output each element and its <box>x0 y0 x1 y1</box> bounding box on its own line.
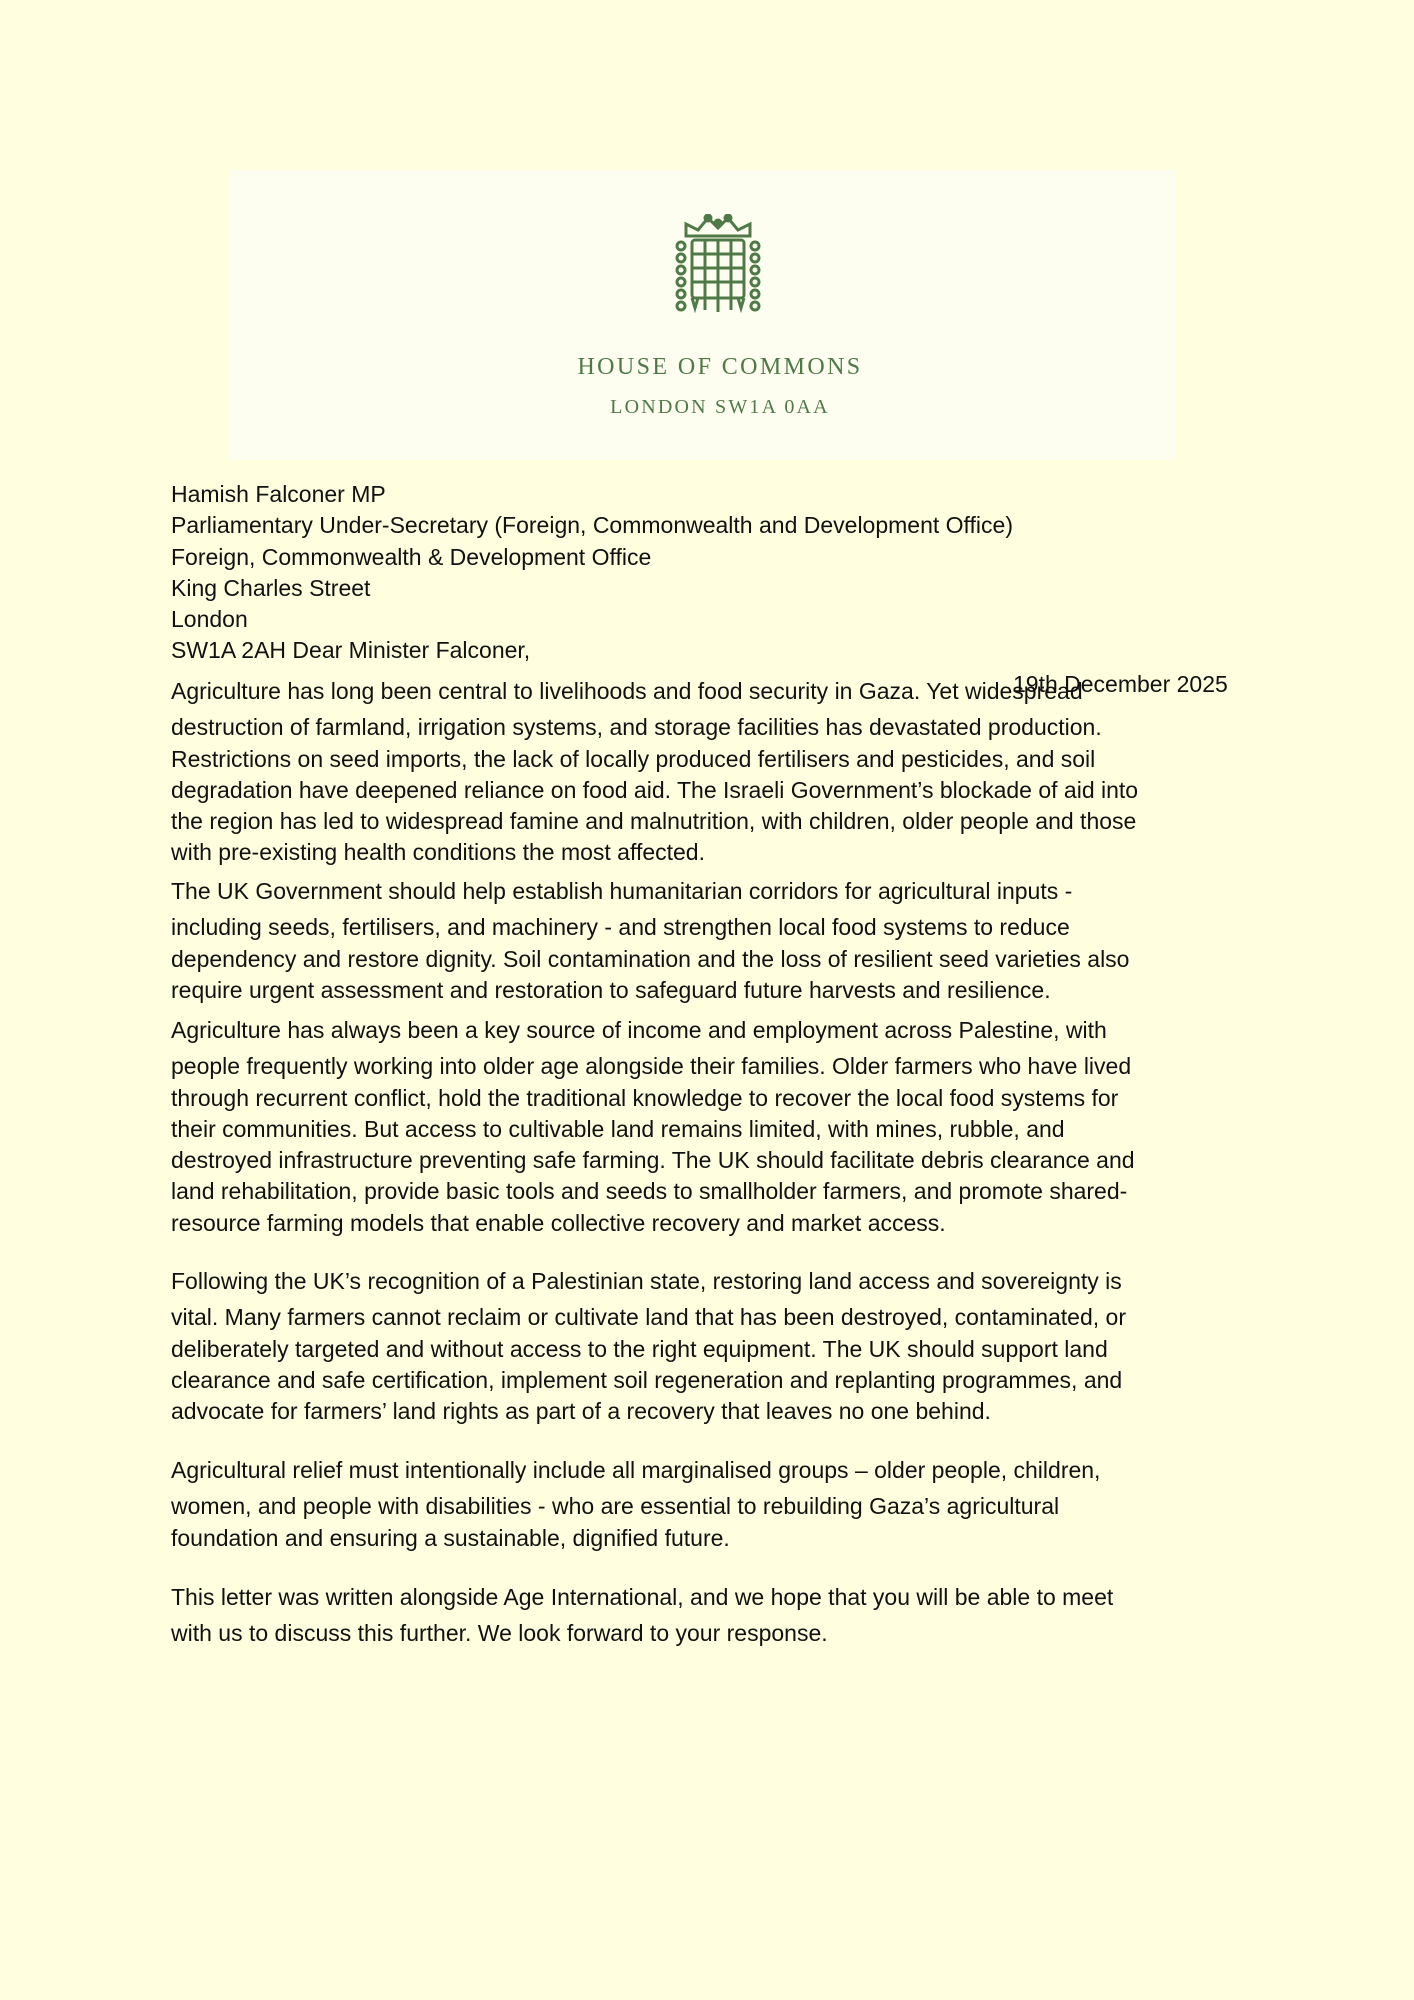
recipient-line: Parliamentary Under-Secretary (Foreign, Commonwealth and Development Office) <box>171 512 1013 539</box>
paragraph-6 <box>171 1582 1261 1650</box>
recipient-line: SW1A 2AH Dear Minister Falconer, <box>171 637 531 664</box>
paragraph-line: through recurrent conflict, hold the traditional knowledge to recover the local food systems for <box>171 1084 1119 1111</box>
paragraph-line: This letter was written alongside Age International, and we hope that you will be able to meet <box>171 1584 1114 1610</box>
paragraph-line: deliberately targeted and without access to the right equipment. The UK should support land <box>171 1335 1108 1362</box>
paragraph-1 <box>171 676 1261 869</box>
paragraph-line: destroyed infrastructure preventing safe farming. The UK should facilitate debris clearance and <box>171 1147 1135 1174</box>
paragraph-line: Following the UK’s recognition of a Palestinian state, restoring land access and sovereignty is <box>171 1268 1122 1294</box>
paragraph-line: including seeds, fertilisers, and machinery - and strengthen local food systems to reduce <box>171 914 1070 941</box>
paragraph-line: degradation have deepened reliance on food aid. The Israeli Government’s blockade of aid into <box>171 776 1139 803</box>
paragraph-line: The UK Government should help establish humanitarian corridors for agricultural inputs - <box>171 878 1073 904</box>
recipient-line: Foreign, Commonwealth & Development Office <box>171 543 652 570</box>
paragraph-4 <box>171 1266 1261 1427</box>
portcullis-icon <box>672 214 764 322</box>
paragraph-line: people frequently working into older age alongside their families. Older farmers who have lived <box>171 1053 1132 1080</box>
paragraph-line: destruction of farmland, irrigation systems, and storage facilities has devastated production. <box>171 714 1102 741</box>
paragraph-line: their communities. But access to cultivable land remains limited, with mines, rubble, and <box>171 1115 1065 1142</box>
paragraph-line: Restrictions on seed imports, the lack of locally produced fertilisers and pesticides, and soil <box>171 745 1096 772</box>
paragraph-line: require urgent assessment and restoration to safeguard future harvests and resilience. <box>171 976 1051 1003</box>
paragraph-line: Agricultural relief must intentionally include all marginalised groups – older people, children, <box>171 1457 1101 1483</box>
paragraph-line: foundation and ensuring a sustainable, dignified future. <box>171 1524 730 1551</box>
letterhead-title: HOUSE OF COMMONS <box>577 354 863 380</box>
letter-date: 19th December 2025 <box>1013 671 1228 697</box>
paragraph-line: Agriculture has long been central to livelihoods and food security in Gaza. Yet widespread <box>171 678 1083 704</box>
paragraph-line: with us to discuss this further. We look forward to your response. <box>171 1620 828 1647</box>
recipient-line: London <box>171 606 248 633</box>
letterhead-address: LONDON SW1A 0AA <box>610 396 830 418</box>
paragraph-line: with pre-existing health conditions the most affected. <box>171 839 705 866</box>
paragraph-line: Agriculture has always been a key source of income and employment across Palestine, with <box>171 1017 1107 1043</box>
paragraph-line: women, and people with disabilities - who are essential to rebuilding Gaza’s agricultural <box>171 1493 1060 1520</box>
paragraph-line: resource farming models that enable collective recovery and market access. <box>171 1209 946 1236</box>
paragraph-line: vital. Many farmers cannot reclaim or cultivate land that has been destroyed, contaminated, or <box>171 1304 1126 1331</box>
paragraph-3 <box>171 1015 1261 1239</box>
recipient-address <box>171 479 1013 667</box>
paragraph-2 <box>171 876 1261 1006</box>
paragraph-line: dependency and restore dignity. Soil contamination and the loss of resilient seed varieties also <box>171 945 1130 972</box>
recipient-line: King Charles Street <box>171 574 371 601</box>
paragraph-line: clearance and safe certification, implement soil regeneration and replanting programmes, and <box>171 1366 1123 1393</box>
paragraph-5 <box>171 1455 1261 1554</box>
paragraph-line: the region has led to widespread famine and malnutrition, with children, older people and those <box>171 808 1137 835</box>
recipient-line: Hamish Falconer MP <box>171 481 386 507</box>
paragraph-line: advocate for farmers’ land rights as part of a recovery that leaves no one behind. <box>171 1398 991 1425</box>
paragraph-line: land rehabilitation, provide basic tools and seeds to smallholder farmers, and promote shared- <box>171 1178 1128 1205</box>
